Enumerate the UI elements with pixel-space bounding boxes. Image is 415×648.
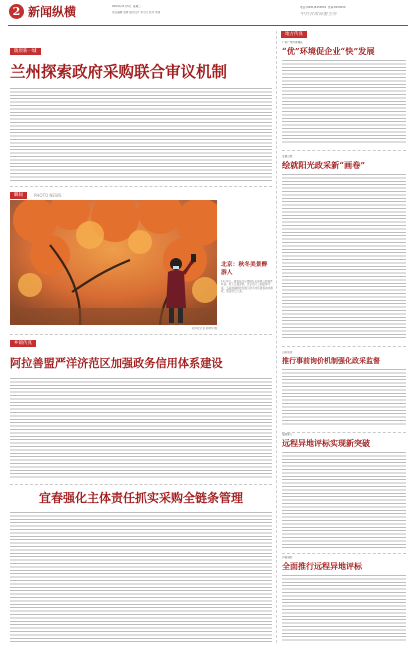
right-a1-body: [282, 60, 406, 144]
right-separator-1: [282, 150, 406, 151]
right-a5-kicker: 河南南阳: [282, 556, 293, 559]
section-tag-middle: 乡镇传真: [10, 340, 36, 347]
left-bottom-headline: 宜春强化主体责任抓实采购全链条管理: [38, 491, 243, 505]
left-top-headline: 兰州探索政府采购联合审议机制: [10, 62, 228, 81]
right-separator-4: [282, 553, 406, 554]
photo-tag-sub: PHOTO NEWS: [34, 193, 62, 198]
autumn-tree-photo: [10, 200, 217, 325]
right-a3-body: [282, 369, 406, 427]
left-bottom-body: [10, 512, 272, 642]
photo-caption-body: 11月4日，游客在北京奥林匹克森林公园观赏秋景。时下正值深秋，北京各大公园层林尽染，五彩斑斓的秋色吸引众多市民游客前来游玩，感受秋日之美。: [221, 280, 273, 294]
section-tag-right: 地方传真: [281, 31, 307, 38]
page-number: 2: [12, 5, 21, 18]
right-a1-kicker: 广东广州市黄埔区: [282, 41, 303, 44]
photo-tag: 瞬间: [10, 192, 27, 199]
right-a1-headline: “优”环境促企业“快”发展: [282, 46, 375, 56]
masthead-rule: [8, 25, 408, 26]
right-info: 电话:(0931)8153052 传真:8153050: [300, 6, 346, 9]
left-separator-1: [10, 186, 272, 187]
section-name: 新闻纵横: [28, 5, 77, 19]
right-a2-body: [282, 174, 406, 340]
masthead: [0, 0, 415, 32]
left-middle-body: [10, 378, 272, 478]
left-middle-headline: 阿拉善盟严洋济范区加强政务信用体系建设: [10, 356, 223, 370]
right-separator-2: [282, 346, 406, 347]
right-brand: 中共甘肃省委主办: [300, 12, 337, 17]
right-a4-body: [282, 452, 406, 548]
photo-caption-title: 北京：秋冬美景醉游人: [221, 262, 268, 276]
photo-news-image: [10, 200, 217, 325]
date-line: 2024年11月5日 星期二: [112, 5, 141, 8]
left-top-body: [10, 88, 272, 181]
right-a4-kicker: 福建厦门: [282, 433, 293, 436]
right-a3-kicker: 山东东营: [282, 351, 293, 354]
photo-credit: 新华社记者 陈晔华 摄: [192, 327, 217, 330]
editor-line: 责任编辑 张晓 版式设计 李小红 校对 刘伟: [112, 11, 161, 14]
left-separator-3: [10, 484, 272, 485]
right-a5-headline: 全面推行远程异地评标: [282, 561, 362, 571]
right-a3-headline: 推行事前询价机制强化政采监督: [282, 356, 380, 365]
column-divider: [276, 31, 277, 643]
right-a5-body: [282, 575, 406, 642]
left-separator-2: [10, 334, 272, 335]
section-tag-left: 陇原新一城: [10, 48, 41, 55]
right-a2-headline: 绘就阳光政采新“画卷”: [282, 160, 366, 170]
right-a4-headline: 远程异地评标实现新突破: [282, 438, 370, 448]
right-a2-kicker: 安徽合肥: [282, 155, 293, 158]
